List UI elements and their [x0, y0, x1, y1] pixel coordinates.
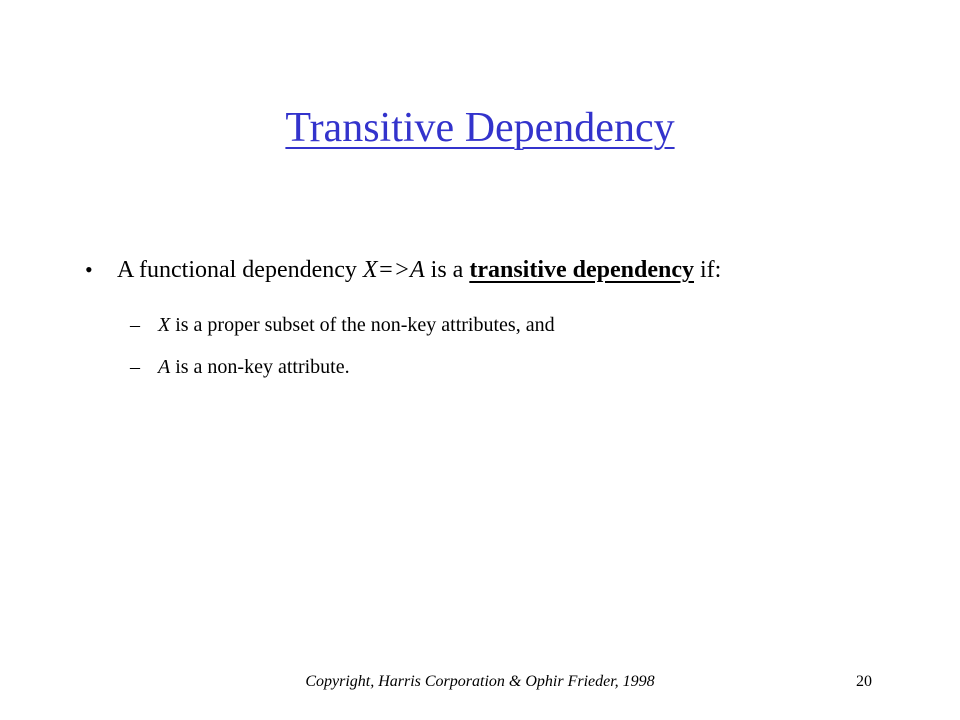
sub-item-text: is a non-key attribute.	[170, 356, 350, 378]
arrow-symbol: =>	[377, 257, 410, 283]
sub-item-text: is a proper subset of the non-key attributes, and	[170, 314, 555, 336]
page-number: 20	[856, 673, 872, 690]
sub-item-variable: X	[158, 314, 171, 336]
bullet-text-2: is a	[424, 257, 470, 283]
bullet-text-1: A functional dependency	[117, 257, 363, 283]
variable-x: X	[362, 257, 378, 283]
bullet-item	[85, 254, 721, 286]
sub-item-variable: A	[158, 356, 171, 378]
variable-a: A	[409, 257, 425, 283]
dash-icon: –	[130, 314, 140, 336]
sub-item	[130, 311, 555, 339]
bullet-icon: •	[85, 257, 93, 282]
sub-item	[130, 353, 350, 381]
bullet-text-3: if:	[694, 257, 722, 283]
copyright-footer: Copyright, Harris Corporation & Ophir Frieder, 1998	[305, 673, 655, 690]
slide-title: Transitive Dependency	[285, 105, 675, 151]
dash-icon: –	[130, 356, 140, 378]
defined-term: transitive dependency	[469, 257, 694, 283]
